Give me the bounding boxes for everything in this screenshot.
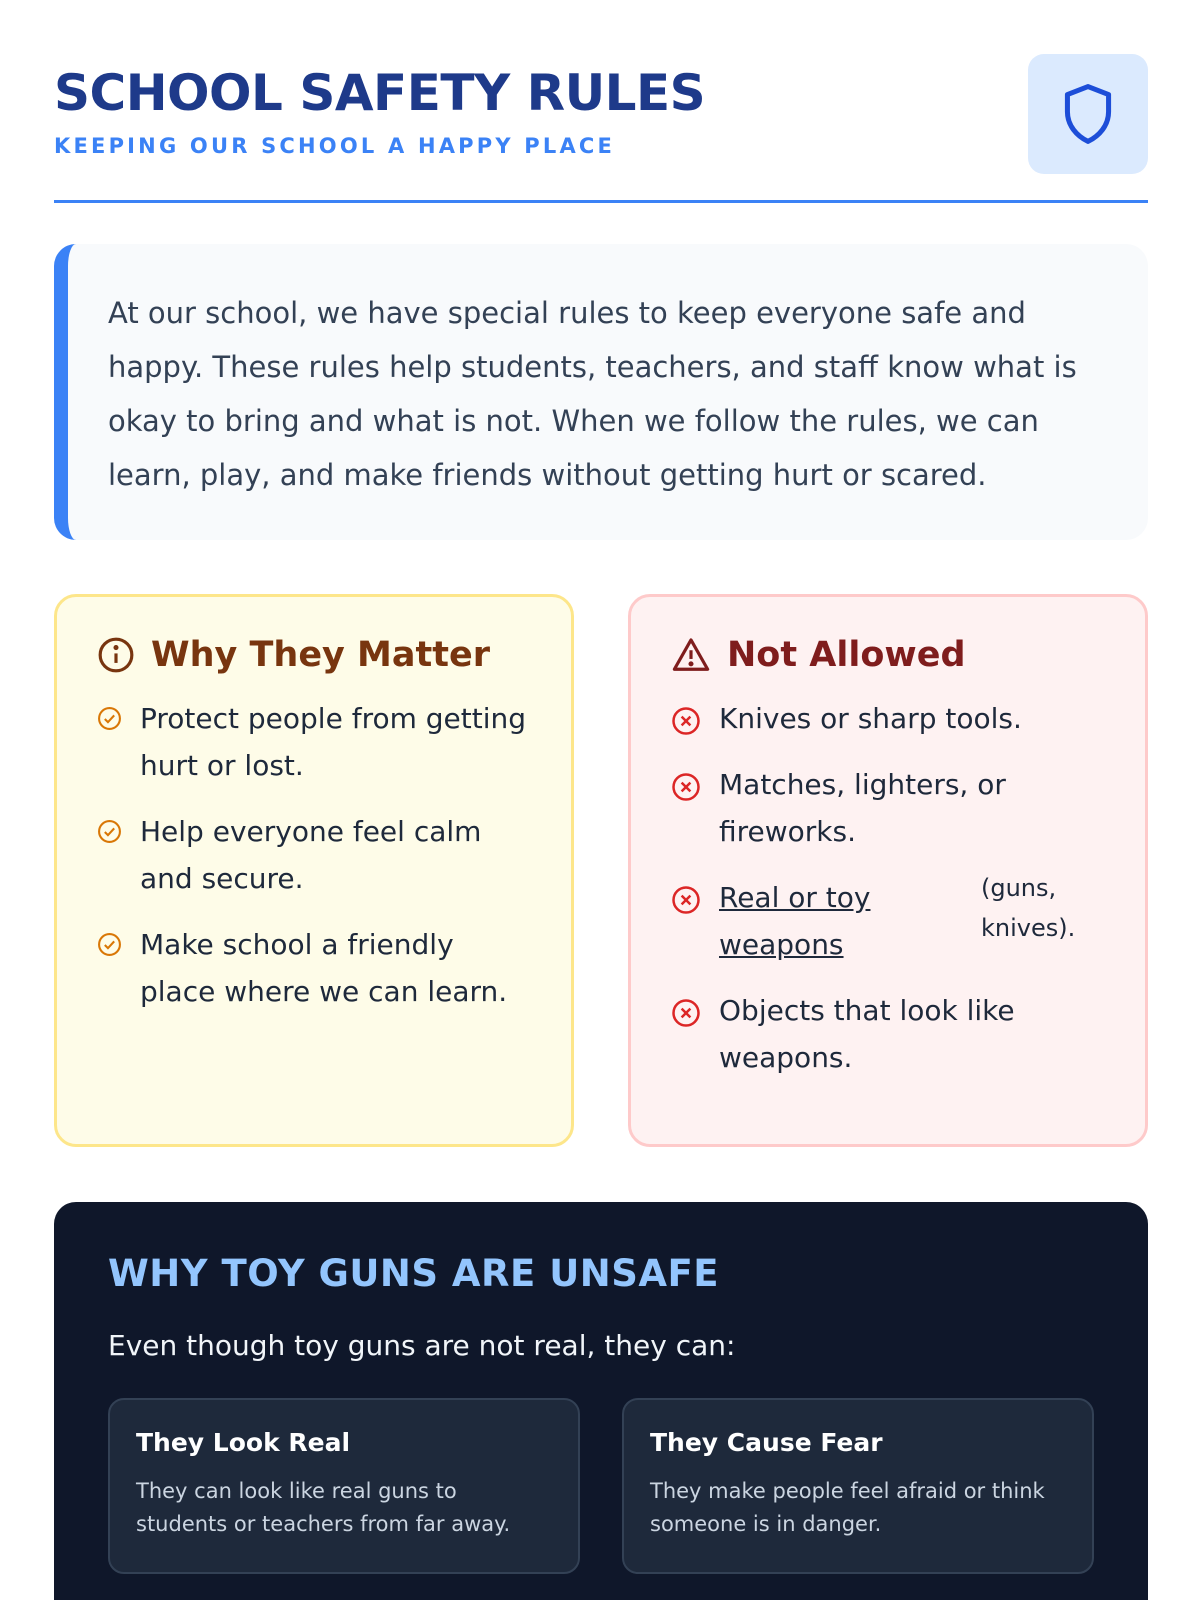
why-they-matter-list [97, 695, 531, 1015]
list-item [671, 987, 1105, 1081]
not-allowed-list [671, 695, 1105, 1081]
list-item [671, 695, 1105, 742]
not-allowed-heading [671, 635, 1105, 675]
toy-guns-section [54, 1202, 1148, 1600]
check-circle-icon [97, 932, 122, 957]
info-icon [97, 636, 135, 674]
list-item [671, 874, 1105, 968]
list-item-text: Knives or sharp tools. [719, 702, 1022, 735]
page-subtitle: KEEPING OUR SCHOOL A HAPPY PLACE [54, 134, 616, 158]
not-allowed-card [628, 594, 1148, 1147]
not-allowed-title: Not Allowed [727, 635, 966, 675]
tile-title: They Cause Fear [650, 1428, 883, 1457]
check-circle-icon [97, 706, 122, 731]
intro-callout [54, 244, 1148, 540]
toy-guns-lead: Even though toy guns are not real, they can: [108, 1329, 736, 1362]
toy-guns-tiles [108, 1398, 1094, 1574]
shield-icon [1060, 82, 1116, 146]
list-item-text: Protect people from getting hurt or lost. [140, 702, 527, 782]
list-item-text: Make school a friendly place where we can learn. [140, 928, 508, 1008]
list-item [97, 695, 531, 789]
tile-look-real [108, 1398, 580, 1574]
x-circle-icon [671, 772, 701, 802]
x-circle-icon [671, 706, 701, 736]
why-they-matter-title: Why They Matter [151, 635, 490, 675]
weapons-aside-note: (guns, knives). [981, 874, 1076, 942]
check-circle-icon [97, 819, 122, 844]
warning-icon [671, 636, 711, 674]
tile-cause-fear [622, 1398, 1094, 1574]
list-item-text: Help everyone feel calm and secure. [140, 815, 482, 895]
page-title: SCHOOL SAFETY RULES [54, 64, 706, 122]
why-they-matter-card [54, 594, 574, 1147]
list-item-text: Matches, lighters, or fireworks. [719, 768, 1006, 848]
intro-text: At our school, we have special rules to keep everyone safe and happy. These rules help students, teachers, and staff know what is okay to bring and what is not. When we follow the rules, we can learn, play, and make friends without getting hurt or scared. [108, 296, 1077, 492]
list-item [97, 921, 531, 1015]
shield-badge [1028, 54, 1148, 174]
tile-title: They Look Real [136, 1428, 351, 1457]
page-header [54, 54, 1148, 204]
tile-text: They make people feel afraid or think someone is in danger. [650, 1479, 1045, 1536]
x-circle-icon [671, 998, 701, 1028]
toy-guns-title: WHY TOY GUNS ARE UNSAFE [108, 1252, 720, 1295]
why-they-matter-heading [97, 635, 531, 675]
weapons-link-text: Real or toy weapons [719, 881, 871, 961]
list-item [671, 761, 1105, 855]
list-item-text: Objects that look like weapons. [719, 994, 1015, 1074]
tile-text: They can look like real guns to students or teachers from far away. [136, 1479, 511, 1536]
list-item [97, 808, 531, 902]
x-circle-icon [671, 885, 701, 915]
header-divider [54, 200, 1148, 203]
